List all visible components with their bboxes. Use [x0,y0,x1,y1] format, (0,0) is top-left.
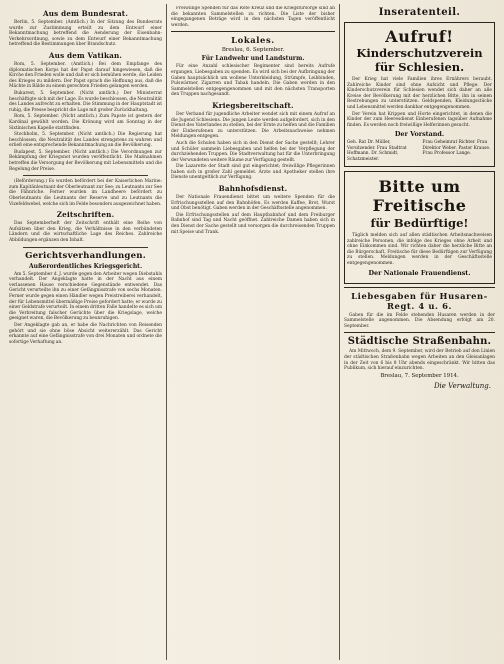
column-ads [344,6,495,660]
subheading-kriegsgericht: Außerordentliches Kriegsgericht. [28,262,143,270]
ad-title-aufruf: Aufruf! [385,27,454,46]
ad-text: Der Krieg hat viele Familien ihres Ernährers beraubt. Zahlreiche Kinder sind ohne Aufsicht und Pflege. Der Kinderschutzverein für Schlesien wendet sich daher an alle Kreise der Bevölkerung mit der herzlichen Bitte, ihn in seinen Bestrebungen zu unterstützen. Geldspenden, Kleidungsstücke und Lebensmittel werden dankbar entgegengenommen. [347,77,492,110]
ad-title-strassenbahn: Städtische Straßenbahn. [347,336,492,348]
article-text: Freiwillige Spenden für das Rote Kreuz und die Kriegsfürsorge sind an die bekannten Sammelstellen zu richten. Die Liste der bisher eingegangenen Beträge wird in den nächsten Tagen veröffentlicht werden. [171,6,335,28]
ad-signature-frauendienst: Der Nationale Frauendienst. [368,268,471,277]
heading-gericht: Gerichtsverhandlungen. [25,250,146,261]
subheading-landwehr: Für Landwehr und Landsturm. [201,55,305,63]
ad-title-liebesgaben: Liebesgaben für Husaren-Regt. 4 u. 6. [351,290,488,311]
article-text: Am 5. September d. J. wurde gegen den Arbeiter wegen Diebstahls verhandelt. Der Angeklagte hatte in der Nacht aus einem verlassenen Hause verschiedene Gegenstände entwendet. Das Gericht verurteilte ihn zu einer Gefängnisstrafe von sechs Monaten. Ferner wurde gegen einen Händler wegen Preistreiberei verhandelt, der für Lebensmittel übermäßige Preise gefordert hatte; er wurde zu einer Geldstrafe verurteilt. In einem dritten Falle handelte es sich um die Verbreitung falscher Gerüchte über die Kriegslage, welche geeignet waren, die Bevölkerung zu beunruhigen. [9,271,162,322]
board-names-left: Geh. Rat Dr. Müller, Vorsitzender. Frau Stadtrat Hoffmann. Dr. Schmidt, Schatzmeister. [347,140,407,162]
column-rule [166,4,167,660]
divider [171,31,335,32]
ad-place-date: Breslau, 7. September 1914. [380,372,459,379]
column-left [9,6,162,660]
ad-vorstand: Der Vorstand. [394,130,445,139]
ads-section-title: Inseratenteil. [378,7,461,18]
ad-subtitle-verein: Kinderschutzverein für Schlesien. [356,46,483,74]
article-text: Bukarest, 5. September. (Nicht amtlich.) Der Ministerrat beschäftigte sich mit der Lage. Es wurde beschlossen, die Neutralität des Landes aufrecht zu erhalten. Die Stimmung in der Hauptstadt ist ruhig, die Presse bespricht die Lage mit großer Zurückhaltung. [9,90,162,113]
heading-vatikan: Aus dem Vatikan. [48,50,123,60]
heading-zeitschriften: Zeitschriften. [56,210,115,220]
dateline: Breslau, 6. September. [221,47,285,54]
article-text: Budapest, 5. September. (Nicht amtlich.) Die Verordnungen zur Bekämpfung der Kriegsnot wurden veröffentlicht. Die Maßnahmen betreffen die Versorgung der Bevölkerung mit Lebensmitteln und die Regelung der Preise. [9,149,162,172]
ad-kinderschutz [344,22,495,167]
article-text: Berlin, 5. September. (Amtlich.) In der Sitzung des Bundesrats wurde zur Zustimmung erteilt zu dem Entwurf einer Bekanntmachung betreffend die Aenderung der Eisenbahn-Verkehrsordnung, sowie zu dem Entwurf einer Bekanntmachung betreffend die Bestimmungen über Brandschutz. [9,20,162,48]
board-names-right: Frau Geheimrat Richter. Frau Direktor Weber. Pastor Krause. Frau Professor Lange. [422,140,491,157]
divider [23,247,148,248]
heading-bundesrat: Aus dem Bundesrat. [42,9,129,18]
article-text: (Beförderung.) Es wurden befördert bei der Kaiserlichen Marine: zum Kapitänleutnant der Oberleutnant zur See; zu Leutnants zur See die Fähnriche. Ferner wurden im Landheere befördert zu Oberleutnants die Leutnants der Reserve und zu Leutnants die Vizefeldwebel, welche sich im Felde besonders ausgezeichnet haben. [9,179,162,207]
heading-bahnhofsdienst: Bahnhofsdienst. [218,184,288,194]
column-middle [171,6,335,660]
heading-lokales: Lokales. [231,35,275,46]
ad-freitische [344,171,495,284]
ad-text: Täglich melden sich auf allen städtischen Arbeitsnachweisen zahlreiche Personen, die infolge des Krieges ohne Arbeit und ohne Einkommen sind. Wir richten daher die herzliche Bitte an die Bürgerschaft, Freitische für diese Bedürftigen zur Verfügung zu stellen. Meldungen werden in der Geschäftsstelle entgegengenommen. [347,232,492,266]
article-text: Das Septemberheft der Zeitschrift enthält eine Reihe von Aufsätzen über den Krieg, die Verhältnisse in den verbündeten Ländern und die wirtschaftliche Lage des Reiches. Zahlreiche Abbildungen ergänzen den Inhalt. [9,221,162,243]
article-text: Auch die Schulen haben sich in den Dienst der Sache gestellt; Lehrer und Schüler sammeln Liebesgaben und helfen bei der Verpflegung der durchziehenden Truppen. Die Stadtverwaltung hat für die Unterbringung der Verwundeten weitere Räume zur Verfügung gestellt. [171,140,335,163]
ad-text: Der Verein hat Krippen und Horte eingerichtet, in denen die Kinder der zum Heeresdienst Einberufenen tagsüber Aufnahme finden. Es werden noch freiwillige Helferinnen gesucht. [347,111,492,128]
article-text: Der Angeklagte gab an, er habe die Nachrichten von Reisenden gehört und sie ohne böse Absicht weitererzählt. Das Gericht erkannte auf eine Gefängnisstrafe von drei Monaten und ordnete die sofortige Verhaftung an. [9,322,162,345]
ad-text: Am Mittwoch, dem 9. September, wird der Betrieb auf den Linien der städtischen Straßenbahn wegen Arbeiten an den Gleisanlagen in der Zeit von 6 bis 8 Uhr abends eingeschränkt. Wir bitten das Publikum, sich hierauf einzurichten. [344,349,495,372]
ad-board-names [347,140,492,162]
divider [23,175,148,176]
column-rule [339,4,340,660]
divider [344,332,495,333]
ad-title-freitische: Bitte um Freitische [372,176,467,215]
article-text: Stockholm, 5. September. (Nicht amtlich.) Die Regierung hat beschlossen, die Neutralität des Landes strengstens zu wahren und erließ eine entsprechende Bekanntmachung an die Bevölkerung. [9,132,162,149]
article-text: Rom, 5. September. (Amtlich.) Bei dem Empfange des diplomatischen Korps hat der Papst darauf hingewiesen, daß die Kirche den Frieden wolle und daß er sich bemühen werde, die Leiden des Krieges zu mildern. Der Papst sprach die Hoffnung aus, daß die Mächte in Bälde zu einem gerechten Frieden gelangen werden. [9,61,162,90]
article-text: Für eine Anzahl schlesischer Regimenter sind bereits Aufrufe ergangen, Liebesgaben zu spenden. Es wird sich bei der Aufbringung der Gaben hauptsächlich um wollene Unterkleidung, Strümpfe, Leibbinden, Pulswärmer, Zigarren und Tabak handeln. Die Gaben werden in den Sammelstellen entgegengenommen und mit den nächsten Transporten den Truppen nachgesandt. [171,64,335,98]
article-text: Der Nationale Frauendienst bittet um weitere Spenden für die Erfrischungsstellen auf den Bahnhöfen. Es werden Kaffee, Brot, Wurst und Obst benötigt. Gaben werden in der Geschäftsstelle angenommen. [171,195,335,212]
ad-signature-verwaltung: Die Verwaltung. [433,381,491,390]
divider [344,287,495,288]
ad-text: Gaben für die im Felde stehenden Husaren werden in der Sammelstelle angenommen. Die Absendung erfolgt am 20. September. [344,312,495,329]
article-text: Der Verband für jugendliche Arbeiter wendet sich mit einem Aufruf an die Jugend Schlesiens. Die jungen Leute werden aufgefordert, sich in den Dienst des Vaterlandes zu stellen, bei der Ernte zu helfen und die Familien der Einberufenen zu unterstützen. Die Arbeitsnachweise nehmen Meldungen entgegen. [171,111,335,140]
ad-subtitle-beduerftige: für Bedürftige! [370,215,469,230]
heading-kriegsbereitschaft: Kriegsbereitschaft. [212,100,294,110]
article-text: Die Erfrischungsstellen auf dem Hauptbahnhof und dem Freiburger Bahnhof sind Tag und Nacht geöffnet. Zahlreiche Damen haben sich in den Dienst der Sache gestellt und versorgen die durchreisenden Truppen mit Speise und Trank. [171,212,335,235]
article-text: Die Lazarette der Stadt sind gut eingerichtet; freiwillige Pflegerinnen haben sich in großer Zahl gemeldet. Ärzte und Apotheker stellen ihre Dienste unentgeltlich zur Verfügung. [171,164,335,181]
article-text: Rom, 5. September. (Nicht amtlich.) Zum Papste ist gestern der Kardinal gewählt worden. Die Krönung wird am Sonntag in der Sixtinischen Kapelle stattfinden. [9,114,162,131]
